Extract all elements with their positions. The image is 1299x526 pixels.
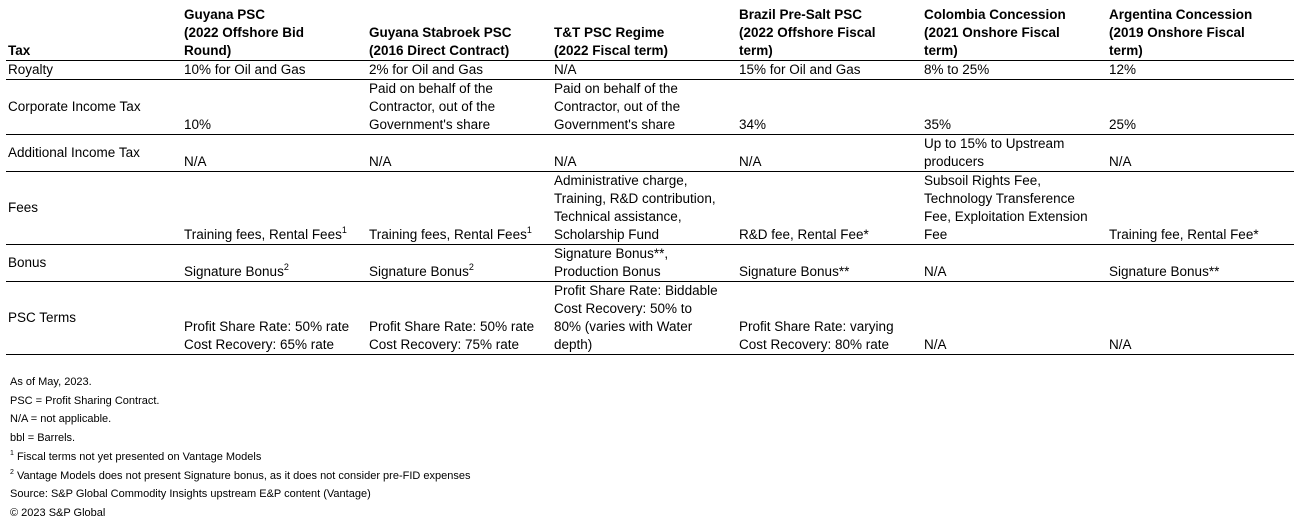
header-column-2: [367, 6, 552, 61]
cell-line: Scholarship Fund: [554, 227, 660, 242]
cell-line: N/A: [739, 154, 762, 169]
cell-line: Fee: [924, 227, 948, 242]
row-label: Royalty: [6, 61, 182, 80]
cell-line: Cost Recovery: 75% rate: [369, 337, 520, 352]
header-line: term): [739, 43, 773, 58]
cell-line: Profit Share Rate: 50% rate: [369, 319, 535, 334]
cell-line: Profit Share Rate: 50% rate: [184, 319, 350, 334]
cell-line: Fee, Exploitation Extension: [924, 209, 1088, 224]
table-row: [6, 282, 1294, 355]
cell-line: N/A: [554, 154, 577, 169]
header-column-4: [737, 6, 922, 61]
header-line: (2016 Direct Contract): [369, 43, 510, 58]
cell-line: 25%: [1109, 117, 1137, 132]
header-line: (2022 Offshore Fiscal: [739, 25, 876, 40]
header-line: (2021 Onshore Fiscal: [924, 25, 1060, 40]
header-column-6: [1107, 6, 1294, 61]
cell-line: 10% for Oil and Gas: [184, 62, 306, 77]
header-column-5: [922, 6, 1107, 61]
table-row: [6, 135, 1294, 172]
table-cell: [367, 135, 552, 172]
header-line: (2019 Onshore Fiscal: [1109, 25, 1245, 40]
note-bbl-definition: bbl = Barrels.: [10, 432, 76, 445]
cell-line: Subsoil Rights Fee,: [924, 173, 1042, 188]
header-line: Round): [184, 43, 232, 58]
cell-line: 2% for Oil and Gas: [369, 62, 484, 77]
header-line: T&T PSC Regime: [554, 25, 665, 40]
cell-line: Up to 15% to Upstream: [924, 136, 1065, 151]
table-cell: [182, 172, 367, 245]
footnote-1-marker: 1: [10, 449, 14, 457]
cell-line: 15% for Oil and Gas: [739, 62, 861, 77]
cell-text: Signature Bonus: [369, 264, 469, 279]
table-cell: [367, 61, 552, 80]
cell-line: 80% (varies with Water: [554, 319, 693, 334]
cell-line: [184, 226, 367, 244]
table-cell: [1107, 282, 1294, 355]
table-cell: [367, 172, 552, 245]
cell-line: depth): [554, 337, 593, 352]
table-row: [6, 172, 1294, 245]
table-row: [6, 245, 1294, 282]
table-cell: [367, 282, 552, 355]
header-line: term): [924, 43, 958, 58]
cell-line: 34%: [739, 117, 767, 132]
table-cell: [922, 282, 1107, 355]
table-cell: [552, 80, 737, 135]
table-cell: [367, 245, 552, 282]
footnote-marker: 1: [341, 225, 347, 235]
cell-line: N/A: [369, 154, 392, 169]
table-notes: [10, 373, 470, 523]
header-line: Colombia Concession: [924, 7, 1066, 22]
table-cell: [182, 135, 367, 172]
cell-line: Contractor, out of the: [369, 99, 496, 114]
table-cell: [737, 282, 922, 355]
table-cell: [737, 245, 922, 282]
cell-line: N/A: [184, 154, 207, 169]
cell-line: R&D fee, Rental Fee*: [739, 227, 869, 242]
header-line: (2022 Offshore Bid: [184, 25, 305, 40]
cell-line: N/A: [554, 62, 577, 77]
cell-line: Production Bonus: [554, 264, 661, 279]
table-cell: [1107, 135, 1294, 172]
footnote-1: [10, 448, 470, 467]
header-line: Brazil Pre-Salt PSC: [739, 7, 863, 22]
cell-line: Government's share: [369, 117, 491, 132]
cell-line: Signature Bonus**,: [554, 246, 669, 261]
cell-line: Government's share: [554, 117, 676, 132]
row-label: Additional Income Tax: [6, 135, 182, 172]
cell-line: Cost Recovery: 65% rate: [184, 337, 335, 352]
footnote-2-text: Vantage Models does not present Signature bonus, as it does not consider pre-FID expenses: [13, 469, 471, 482]
cell-line: Paid on behalf of the: [554, 81, 678, 96]
cell-line: 35%: [924, 117, 952, 132]
cell-line: Technology Transference: [924, 191, 1075, 206]
header-line: (2022 Fiscal term): [554, 43, 669, 58]
table-cell: [552, 172, 737, 245]
cell-text: Training fees, Rental Fees: [369, 227, 527, 242]
table-cell: [737, 61, 922, 80]
table-cell: [1107, 172, 1294, 245]
table-cell: [552, 282, 737, 355]
header-tax: [6, 6, 182, 61]
table-cell: [182, 61, 367, 80]
footnote-marker: 1: [526, 225, 532, 235]
cell-line: N/A: [1109, 337, 1132, 352]
cell-line: Administrative charge,: [554, 173, 688, 188]
header-line: Guyana PSC: [184, 7, 266, 22]
row-label: Bonus: [6, 245, 182, 282]
table-cell: [1107, 61, 1294, 80]
footnote-2-marker: 2: [10, 468, 14, 476]
table-cell: [737, 135, 922, 172]
table-cell: [922, 61, 1107, 80]
footnote-1-text: Fiscal terms not yet presented on Vantage Models: [13, 450, 262, 463]
header-column-1: [182, 6, 367, 61]
header-line: Argentina Concession: [1109, 7, 1253, 22]
fiscal-terms-table: [6, 6, 1294, 355]
cell-line: Contractor, out of the: [554, 99, 681, 114]
cell-line: [184, 263, 367, 281]
footnote-marker: 2: [283, 262, 289, 272]
cell-line: Cost Recovery: 50% to: [554, 301, 693, 316]
cell-line: 10%: [184, 117, 212, 132]
table-cell: [922, 80, 1107, 135]
cell-line: Cost Recovery: 80% rate: [739, 337, 890, 352]
note-psc-definition: PSC = Profit Sharing Contract.: [10, 394, 160, 407]
cell-line: Technical assistance,: [554, 209, 682, 224]
cell-line: N/A: [1109, 154, 1132, 169]
table-cell: [737, 80, 922, 135]
note-na-definition: N/A = not applicable.: [10, 413, 112, 426]
row-label: Corporate Income Tax: [6, 80, 182, 135]
cell-line: Profit Share Rate: Biddable: [554, 283, 718, 298]
cell-line: Paid on behalf of the: [369, 81, 493, 96]
table-row: [6, 80, 1294, 135]
table-cell: [922, 245, 1107, 282]
cell-text: Signature Bonus: [184, 264, 284, 279]
table-cell: [1107, 80, 1294, 135]
header-line: Tax: [8, 43, 31, 58]
table-cell: [367, 80, 552, 135]
cell-line: 12%: [1109, 62, 1137, 77]
header-row: [6, 6, 1294, 61]
cell-text: Training fees, Rental Fees: [184, 227, 342, 242]
header-line: term): [1109, 43, 1143, 58]
note-source: Source: S&P Global Commodity Insights upstream E&P content (Vantage): [10, 488, 371, 501]
footnote-marker: 2: [468, 262, 474, 272]
cell-line: Signature Bonus**: [1109, 264, 1220, 279]
table-cell: [552, 245, 737, 282]
footnote-2: [10, 467, 470, 486]
table-cell: [922, 172, 1107, 245]
table-cell: [182, 282, 367, 355]
row-label: PSC Terms: [6, 282, 182, 355]
note-copyright: © 2023 S&P Global: [10, 506, 106, 519]
cell-line: N/A: [924, 337, 947, 352]
row-label: Fees: [6, 172, 182, 245]
table-cell: [737, 172, 922, 245]
cell-line: N/A: [924, 264, 947, 279]
cell-line: 8% to 25%: [924, 62, 990, 77]
table-cell: [552, 61, 737, 80]
table-row: [6, 61, 1294, 80]
table-cell: [182, 245, 367, 282]
cell-line: [369, 226, 552, 244]
cell-line: Profit Share Rate: varying: [739, 319, 894, 334]
table-cell: [1107, 245, 1294, 282]
cell-line: Signature Bonus**: [739, 264, 850, 279]
table-cell: [182, 80, 367, 135]
cell-line: Training, R&D contribution,: [554, 191, 716, 206]
cell-line: producers: [924, 154, 985, 169]
note-as-of: As of May, 2023.: [10, 376, 92, 388]
table-cell: [922, 135, 1107, 172]
cell-line: Training fee, Rental Fee*: [1109, 227, 1259, 242]
table-cell: [552, 135, 737, 172]
cell-line: [369, 263, 552, 281]
header-column-3: [552, 6, 737, 61]
header-line: Guyana Stabroek PSC: [369, 25, 512, 40]
